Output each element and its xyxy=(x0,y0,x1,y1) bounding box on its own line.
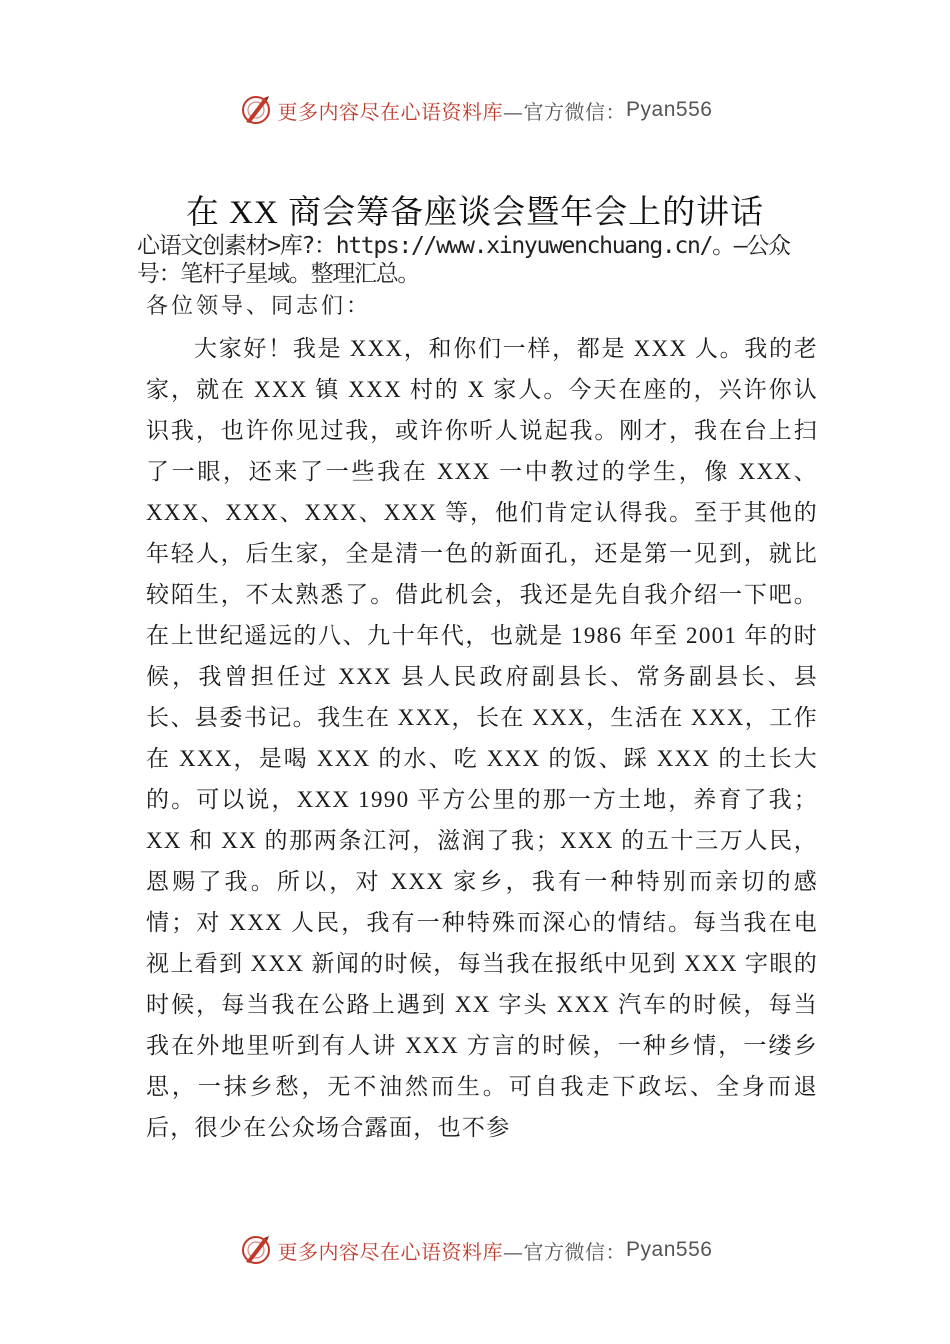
banner-text: 更多内容尽在心语资料库 xyxy=(277,1239,504,1264)
greeting: 各位领导、同志们： xyxy=(146,294,372,319)
document-title: 在 XX 商会筹备座谈会暨年会上的讲话 xyxy=(185,195,765,231)
quill-pen-logo-icon xyxy=(238,1232,274,1268)
body-paragraph: 大家好！我是 XXX，和你们一样，都是 XXX 人。我的老家，就在 XXX 镇 XXX 村的 X 家人。今天在座的，兴许你认识我，也许你见过我，或许你听人说起我。刚才，我在台上扫了一眼，还来了一些我在 XXX 一中教过的学生，像 XXX、XXX、XXX、XXX、XXX 等，他们肯定认得我。至于其他的年轻人，后生家，全是清一色的新面孔，还是第一见到，就比较陌生，不太熟悉了。借此机会，我还是先自我介绍一下吧。在上世纪遥远的八、九十年代，也就是 1986 年至 2001 年的时候，我曾担任过 XXX 县人民政府副县长、常务副县长、县长、县委书记。我生在 XXX，长在 XXX，生活在 XXX，工作在 XXX，是喝 XXX 的水、吃 XXX 的饭、踩 XXX 的土长大的。可以说，XXX 1990 平方公里的那一方土地，养育了我；XX 和 XX 的那两条江河，滋润了我；XXX 的五十三万人民，恩赐了我。所以，对 XXX 家乡，我有一种特别而亲切的感情；对 XXX 人民，我有一种特殊而深心的情结。每当我在电视上看到 XXX 新闻的时候，每当我在报纸中见到 XXX 字眼的时候，每当我在公路上遇到 XX 字头 XXX 汽车的时候，每当我在外地里听到有人讲 XXX 方言的时候，一种乡情，一缕乡思，一抹乡愁，无不油然而生。可自我走下政坛、全身而退后，很少在公众场合露面，也不参 xyxy=(146,336,818,1140)
source-line: 心语文创素材>库?：https://www.xinyuwenchuang.cn/。—公众号：笔杆子星域。整理汇总。 xyxy=(137,233,790,287)
banner-text: 更多内容尽在心语资料库 xyxy=(277,99,504,124)
banner-wechat-id: Pyan556 xyxy=(626,1238,713,1261)
quill-pen-logo-icon xyxy=(238,92,274,128)
header-banner xyxy=(0,92,950,128)
footer-banner xyxy=(0,1232,950,1268)
banner-wechat-label: —官方微信： xyxy=(503,99,627,124)
banner-wechat-label: —官方微信： xyxy=(503,1239,627,1264)
banner-wechat-id: Pyan556 xyxy=(626,98,713,121)
